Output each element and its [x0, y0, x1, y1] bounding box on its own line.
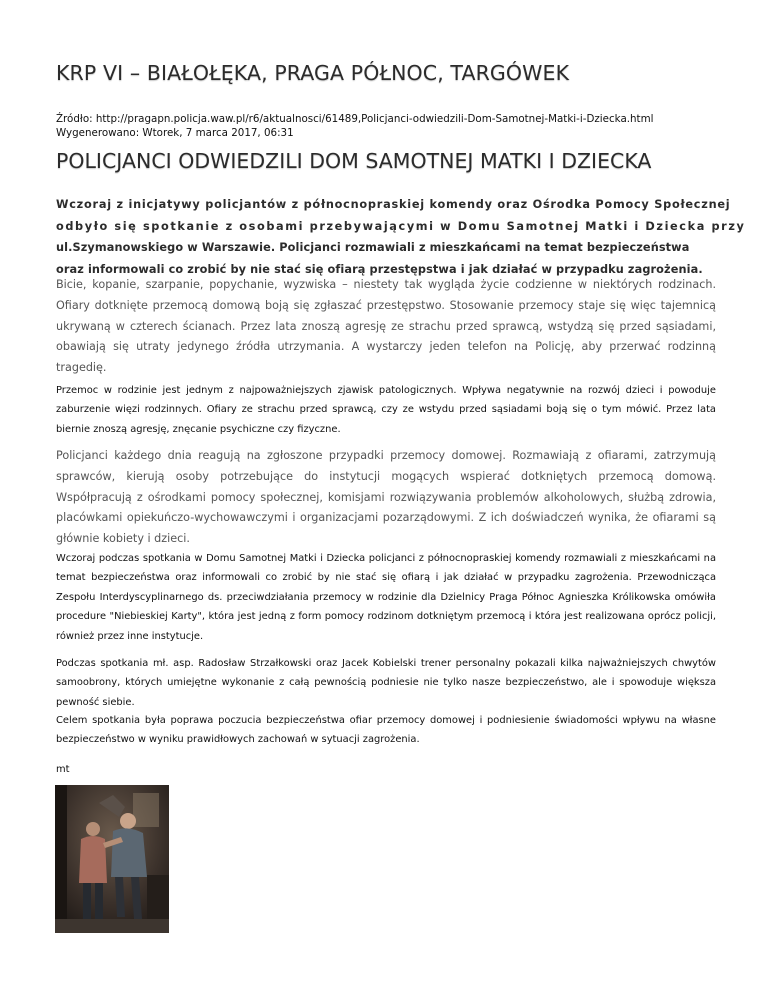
lead-line: odbyło się spotkanie z osobami przebywającymi w Domu Samotnej Matki i Dziecka przy	[56, 219, 746, 233]
site-title: KRP VI – BIAŁOŁĘKA, PRAGA PÓŁNOC, TARGÓWEK	[56, 61, 570, 85]
article-paragraph: Bicie, kopanie, szarpanie, popychanie, wyzwiska – niestety tak wygląda życie codzienne w niektórych rodzinach. Ofiary dotknięte przemocą domową boją się zgłaszać przestępstwo. Stosowanie przemocy staje się więc tajemnicą ukrywaną w czterech ścianach. Przez lata znoszą agresję ze strachu przed sprawcą, wstydzą się przed sąsiadami, obawiają się utraty jedynego źródła utrzymania. A wystarczy jeden telefon na Policję, aby przerwać rodzinną tragedię.	[56, 278, 716, 375]
lead-line: ul.Szymanowskiego w Warszawie. Policjanci rozmawiali z mieszkańcami na temat bezpieczeństwa	[56, 241, 690, 255]
article-paragraph: Policjanci każdego dnia reagują na zgłoszone przypadki przemocy domowej. Rozmawiają z ofiarami, zatrzymują sprawców, kierują osoby potrzebujące do instytucji mogących wspierać dotkniętych przemocą domową. Współpracują z ośrodkami pomocy społecznej, komisjami rozwiązywania problemów alkoholowych, służbą zdrowia, placówkami opiekuńczo-wychowawczymi i organizacjami pozarządowymi. Z ich doświadczeń wynika, że ofiarami są głównie kobiety i dzieci.	[56, 449, 716, 546]
article-lead	[56, 194, 746, 281]
article-title: POLICJANCI ODWIEDZILI DOM SAMOTNEJ MATKI I DZIECKA	[56, 149, 652, 173]
generated-line: Wygenerowano: Wtorek, 7 marca 2017, 06:31	[56, 127, 294, 139]
article-paragraph: Podczas spotkania mł. asp. Radosław Strzałkowski oraz Jacek Kobielski trener personalny pokazali kilka najważniejszych chwytów samoobrony, których umiejętne wykonanie z całą pewnością podniesie nie tylko nasze bezpieczeństwo, ale i spowoduje większa pewność siebie.	[56, 658, 716, 708]
article-photo	[55, 785, 169, 933]
photo-image	[55, 785, 169, 933]
article-paragraph: Wczoraj podczas spotkania w Domu Samotnej Matki i Dziecka policjanci z północnopraskiej komendy rozmawiali z mieszkańcami na temat bezpieczeństwa oraz informowali co zrobić by nie stać się ofiarą i jak działać w przypadku zagrożenia. Przewodnicząca Zespołu Interdyscyplinarnego ds. przeciwdziałania przemocy w rodzinie dla Dzielnicy Praga Północ Agnieszka Królikowska omówiła procedure "Niebieskiej Karty", która jest jedną z form pomocy rodzinom dotkniętym przemocą i która jest realizowana oprócz policji, również przez inne instytucje.	[56, 553, 716, 642]
article-paragraph: Celem spotkania była poprawa poczucia bezpieczeństwa ofiar przemocy domowej i podniesienie świadomości wpływu na własne bezpieczeństwo w wyniku prawidłowych zachowań w sytuacji zagrożenia.	[56, 715, 716, 746]
lead-line: Wczoraj z inicjatywy policjantów z północnopraskiej komendy oraz Ośrodka Pomocy Społecznej	[56, 198, 731, 211]
lead-line: oraz informowali co zrobić by nie stać się ofiarą przestępstwa i jak działać w przypadku zagrożenia.	[56, 263, 703, 277]
source-line: Źródło: http://pragapn.policja.waw.pl/r6/aktualnosci/61489,Policjanci-odwiedzili-Dom-Samotnej-Matki-i-Dziecka.html	[56, 113, 654, 125]
article-paragraph: Przemoc w rodzinie jest jednym z najpoważniejszych zjawisk patologicznych. Wpływa negatywnie na rozwój dzieci i powoduje zaburzenie więzi rodzinnych. Ofiary ze strachu przed sprawcą, czy ze wstydu przed sąsiadami boją się o tym mówić. Przez lata biernie znoszą agresję, znęcanie psychiczne czy fizyczne.	[56, 385, 716, 435]
article-meta	[56, 112, 653, 140]
article-signature: mt	[56, 764, 70, 775]
